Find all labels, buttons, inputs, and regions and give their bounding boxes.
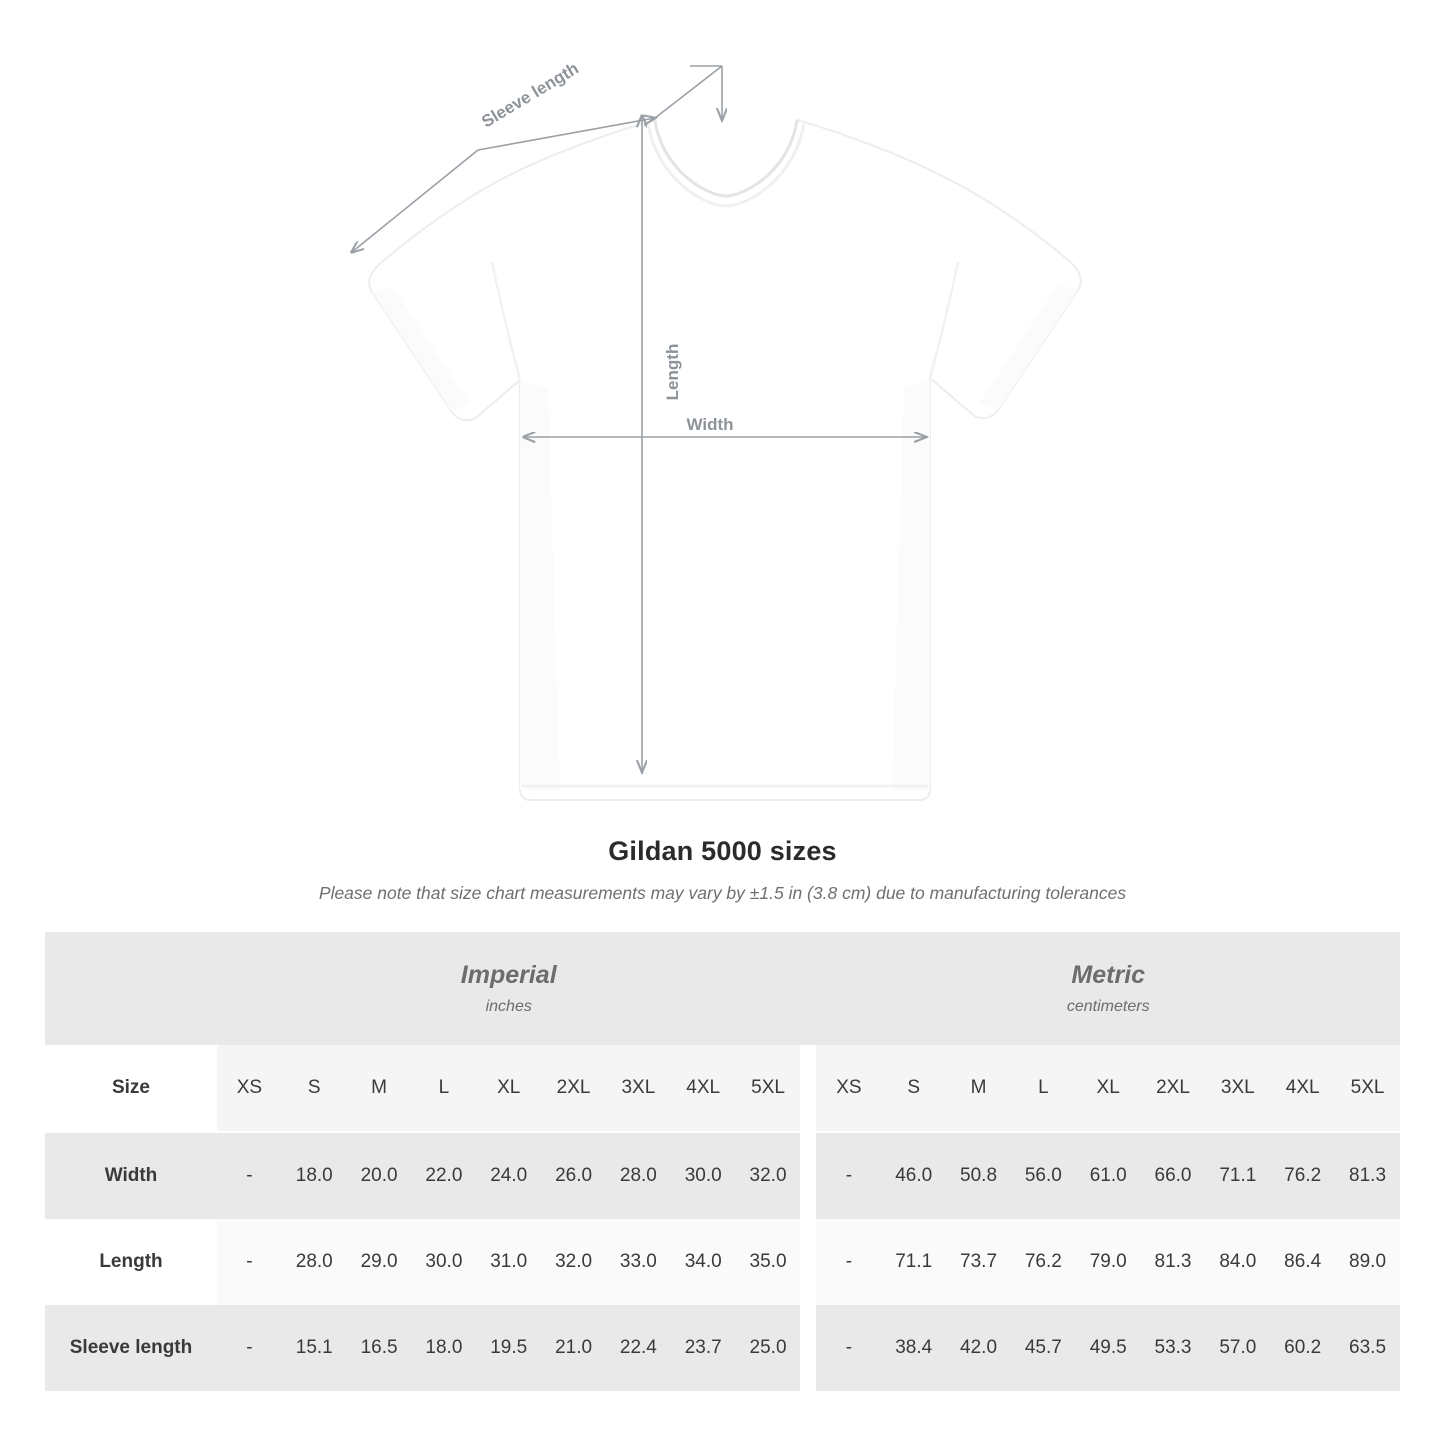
col-gap-width: [800, 1132, 816, 1219]
label-sleeve-length: Sleeve length: [478, 58, 583, 132]
col-gap-header: [800, 1045, 816, 1132]
cell-length-metric-xl: 79.0: [1076, 1219, 1141, 1305]
unit-header-imperial: [217, 932, 800, 1045]
col-header-imperial-2xl: 2XL: [541, 1045, 606, 1132]
cell-width-imperial-xs: -: [217, 1132, 282, 1219]
cell-width-imperial-m: 20.0: [347, 1132, 412, 1219]
col-header-imperial-s: S: [282, 1045, 347, 1132]
col-header-metric-2xl: 2XL: [1141, 1045, 1206, 1132]
cell-width-metric-xl: 61.0: [1076, 1132, 1141, 1219]
cell-width-metric-5xl: 81.3: [1335, 1132, 1400, 1219]
label-width: Width: [686, 415, 734, 434]
col-header-imperial-4xl: 4XL: [671, 1045, 736, 1132]
chart-note: Please note that size chart measurements may vary by ±1.5 in (3.8 cm) due to manufacturing tolerances: [318, 883, 1127, 903]
unit-header-row: [45, 932, 1400, 1045]
cell-sleeve-metric-m: 42.0: [946, 1305, 1011, 1391]
cell-length-metric-l: 76.2: [1011, 1219, 1076, 1305]
cell-length-metric-2xl: 81.3: [1141, 1219, 1206, 1305]
unit-name-metric: Metric: [1071, 961, 1146, 989]
cell-length-imperial-xl: 31.0: [476, 1219, 541, 1305]
cell-sleeve-metric-s: 38.4: [881, 1305, 946, 1391]
cell-sleeve-metric-l: 45.7: [1011, 1305, 1076, 1391]
cell-length-imperial-4xl: 34.0: [671, 1219, 736, 1305]
table-row: [45, 1132, 1400, 1219]
table-row: [45, 1219, 1400, 1305]
col-gap-sleeve: [800, 1305, 816, 1391]
cell-sleeve-imperial-5xl: 25.0: [736, 1305, 801, 1391]
cell-sleeve-imperial-s: 15.1: [282, 1305, 347, 1391]
cell-sleeve-imperial-2xl: 21.0: [541, 1305, 606, 1391]
cell-width-metric-3xl: 71.1: [1205, 1132, 1270, 1219]
unit-header-spacer: [45, 932, 217, 1045]
size-table-wrap: [45, 932, 1400, 1391]
cell-sleeve-imperial-l: 18.0: [411, 1305, 476, 1391]
col-gap-length: [800, 1219, 816, 1305]
size-table: [45, 932, 1400, 1391]
chart-title: Gildan 5000 sizes: [608, 836, 837, 866]
col-header-metric-xs: XS: [816, 1045, 881, 1132]
unit-header-metric: [816, 932, 1400, 1045]
cell-width-metric-xs: -: [816, 1132, 881, 1219]
cell-width-metric-m: 50.8: [946, 1132, 1011, 1219]
col-header-metric-5xl: 5XL: [1335, 1045, 1400, 1132]
cell-width-imperial-2xl: 26.0: [541, 1132, 606, 1219]
table-row: [45, 1305, 1400, 1391]
cell-width-imperial-s: 18.0: [282, 1132, 347, 1219]
row-label-sleeve-length: Sleeve length: [45, 1305, 217, 1391]
cell-sleeve-metric-5xl: 63.5: [1335, 1305, 1400, 1391]
cell-width-imperial-3xl: 28.0: [606, 1132, 671, 1219]
col-header-metric-4xl: 4XL: [1270, 1045, 1335, 1132]
cell-sleeve-imperial-xs: -: [217, 1305, 282, 1391]
cell-sleeve-imperial-4xl: 23.7: [671, 1305, 736, 1391]
col-header-imperial-5xl: 5XL: [736, 1045, 801, 1132]
cell-length-metric-3xl: 84.0: [1205, 1219, 1270, 1305]
col-header-metric-xl: XL: [1076, 1045, 1141, 1132]
cell-length-metric-4xl: 86.4: [1270, 1219, 1335, 1305]
col-header-metric-3xl: 3XL: [1205, 1045, 1270, 1132]
size-header-row: [45, 1045, 1400, 1132]
cell-length-imperial-3xl: 33.0: [606, 1219, 671, 1305]
unit-header-gap: [800, 932, 816, 1045]
row-label-length: Length: [45, 1219, 217, 1305]
unit-name-imperial: Imperial: [460, 961, 557, 989]
cell-sleeve-metric-4xl: 60.2: [1270, 1305, 1335, 1391]
cell-width-imperial-5xl: 32.0: [736, 1132, 801, 1219]
cell-length-imperial-5xl: 35.0: [736, 1219, 801, 1305]
cell-width-metric-4xl: 76.2: [1270, 1132, 1335, 1219]
cell-length-imperial-l: 30.0: [411, 1219, 476, 1305]
row-header-size: Size: [45, 1045, 217, 1132]
title-block: [0, 836, 1445, 904]
row-label-width: Width: [45, 1132, 217, 1219]
cell-sleeve-metric-xl: 49.5: [1076, 1305, 1141, 1391]
col-header-metric-s: S: [881, 1045, 946, 1132]
cell-length-imperial-2xl: 32.0: [541, 1219, 606, 1305]
cell-width-metric-s: 46.0: [881, 1132, 946, 1219]
cell-length-metric-xs: -: [816, 1219, 881, 1305]
cell-length-imperial-s: 28.0: [282, 1219, 347, 1305]
cell-width-imperial-4xl: 30.0: [671, 1132, 736, 1219]
col-header-imperial-xs: XS: [217, 1045, 282, 1132]
cell-sleeve-metric-3xl: 57.0: [1205, 1305, 1270, 1391]
col-header-imperial-xl: XL: [476, 1045, 541, 1132]
cell-length-metric-m: 73.7: [946, 1219, 1011, 1305]
cell-width-metric-2xl: 66.0: [1141, 1132, 1206, 1219]
cell-length-imperial-m: 29.0: [347, 1219, 412, 1305]
cell-width-imperial-xl: 24.0: [476, 1132, 541, 1219]
cell-sleeve-imperial-xl: 19.5: [476, 1305, 541, 1391]
cell-sleeve-metric-2xl: 53.3: [1141, 1305, 1206, 1391]
unit-sub-imperial: inches: [485, 998, 532, 1015]
cell-width-imperial-l: 22.0: [411, 1132, 476, 1219]
cell-sleeve-imperial-m: 16.5: [347, 1305, 412, 1391]
cell-length-metric-5xl: 89.0: [1335, 1219, 1400, 1305]
col-header-imperial-l: L: [411, 1045, 476, 1132]
label-length: Length: [663, 343, 682, 401]
cell-width-metric-l: 56.0: [1011, 1132, 1076, 1219]
tshirt-shape: [369, 120, 1081, 800]
cell-sleeve-metric-xs: -: [816, 1305, 881, 1391]
col-header-imperial-m: M: [347, 1045, 412, 1132]
col-header-metric-l: L: [1011, 1045, 1076, 1132]
cell-sleeve-imperial-3xl: 22.4: [606, 1305, 671, 1391]
col-header-imperial-3xl: 3XL: [606, 1045, 671, 1132]
unit-sub-metric: centimeters: [1066, 998, 1150, 1015]
cell-length-metric-s: 71.1: [881, 1219, 946, 1305]
cell-length-imperial-xs: -: [217, 1219, 282, 1305]
col-header-metric-m: M: [946, 1045, 1011, 1132]
